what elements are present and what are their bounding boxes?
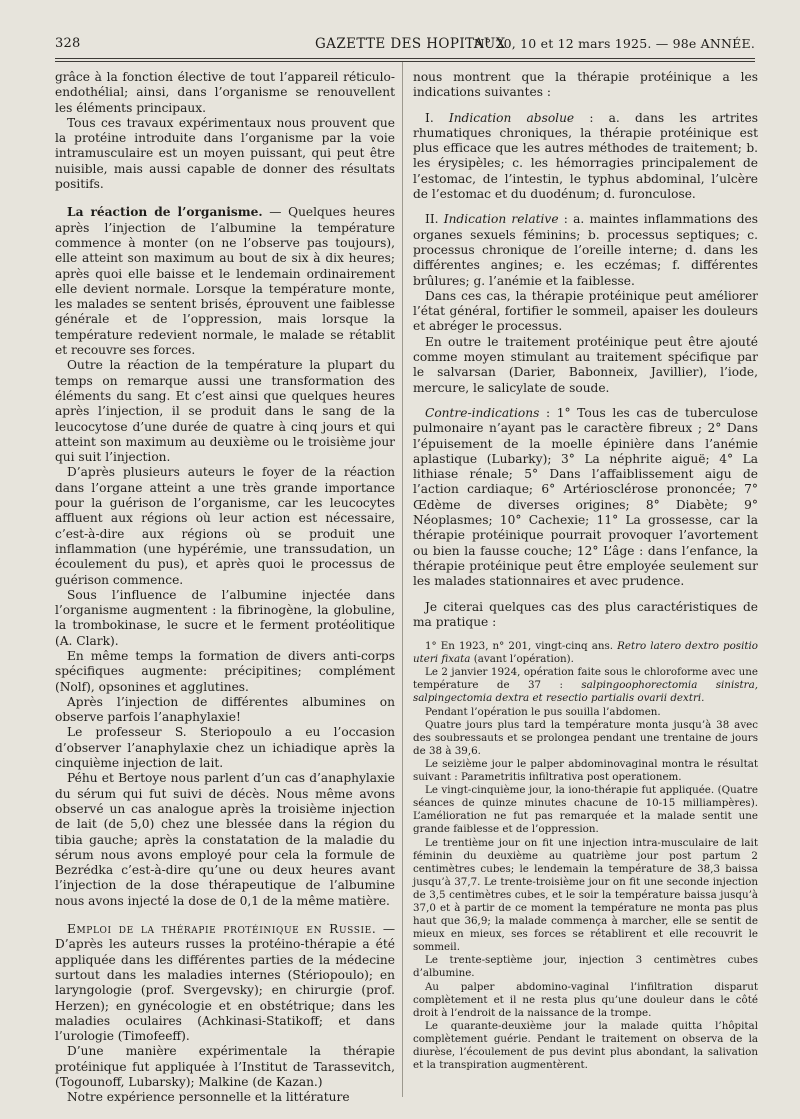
indication-heading: Indication relative [443, 212, 559, 227]
paragraph: Je citerai quelques cas des plus caractéristiques de ma pratique : [413, 599, 758, 629]
issue-info: N° 20, 10 et 12 mars 1925. — 98e ANNÉE. [473, 36, 755, 51]
section-heading: Emploi de la thérapie protéinique en Russie. [67, 922, 377, 937]
page-number: 328 [55, 36, 81, 51]
paragraph: nous montrent que la thérapie protéinique a les indications suivantes : [413, 70, 758, 100]
left-column [55, 70, 395, 1106]
paragraph: En même temps la formation de divers anti-corps spécifiques augmente: précipitines; complément (Nolf), opsonines et agglutines. [55, 648, 395, 694]
case-line: Le vingt-cinquième jour, la iono-thérapie fut appliquée. (Quatre séances de quinze minutes chacune de 10-15 milliampères). L’amélioration ne fut pas remarquée et la malade sentit une grande faiblesse et de l’oppression. [413, 784, 758, 836]
paragraph: En outre le traitement protéinique peut être ajouté comme moyen stimulant au traitement spécifique par le salvarsan (Darier, Babonneix, Javillier), l’iode, mercure, le salicylate de soude. [413, 334, 758, 395]
paragraph: D’après plusieurs auteurs le foyer de la réaction dans l’organe atteint a une très grande importance pour la guérison de l’organisme, car les leucocytes affluent aux régions où leur action est nécessaire, c’est-à-dire aux régions où se produit une inflammation (une hypérémie, une transsudation, un écoulement du pus), et après quoi le processus de guérison commence. [55, 465, 395, 587]
case-report [413, 640, 758, 1072]
case-line: Pendant l’opération le pus souilla l’abdomen. [425, 705, 661, 718]
case-line: 1° En 1923, n° 201, vingt-cinq ans. Retro latero dextro positio uteri fixata (avant l’opération). [413, 640, 758, 666]
section-heading: La réaction de l’organisme. [67, 205, 263, 220]
paragraph: Péhu et Bertoye nous parlent d’un cas d’anaphylaxie du sérum qui fut suivi de décès. Nous même avons observé un cas analogue après la troisième injection de lait (de 5,0) chez une blessée dans la région du tibia gauche; après la constatation de la maladie du sérum nous avons employé pour cela la formule de Bezrédka c’est-à-dire qu’une ou deux heures avant l’injection de la dose thérapeutique de l’albumine nous avons injecté la dose de 0,1 de la même matière. [55, 771, 395, 908]
section-paragraph [55, 205, 395, 358]
header-rule-bottom [55, 61, 755, 62]
paragraph: Notre expérience personnelle et la littérature [67, 1090, 350, 1105]
paragraph-text: : a. maintes inflammations des organes sexuels féminins; b. processus septiques; c. processus chronique de l’oreille interne; d. dans les différentes angines; e. les eczémas; f. différentes brûlures; g. l’anémie et la faiblesse. [413, 212, 758, 288]
case-line: Le quarante-deuxième jour la malade quitta l’hôpital complètement guérie. Pendant le traitement on observa de la diurèse, l’écoulement de pus devint plus abondant, la salivation et la transpiration augmentèrent. [413, 1019, 758, 1072]
paragraph-text: : 1° Tous les cas de tuberculose pulmonaire n’ayant pas le caractère fibreux ; 2° Dans l’épuisement de la moelle épinière dans l’anémie aplastique (Lubarky); 3° La néphrite aiguë; 4° La lithiase rénale; 5° Dans l’affaiblissement aigu de l’action cardiaque; 6° Artériosclérose prononcée; 7° Œdème de diverses origines; 8° Diabète; 9° Néoplasmes; 10° Cachexie; 11° La grossesse, car la thérapie protéinique pourrait provoquer l’avortement ou bien la fausse couche; 12° L’âge : dans l’enfance, la thérapie protéinique peut être employée seulement sur les malades stationnaires et avec prudence. [413, 405, 758, 589]
right-column [413, 70, 758, 1072]
section-paragraph [55, 922, 395, 1044]
indication-paragraph [413, 212, 758, 288]
case-line: Le seizième jour le palper abdominovaginal montra le résultat suivant : Parametritis infiltrativa post operationem. [413, 757, 758, 784]
indication-label: I. [425, 110, 449, 125]
journal-title: GAZETTE DES HOPITAUX [315, 36, 506, 52]
paragraph-text: — D’après les auteurs russes la protéino-thérapie a été appliquée dans les différentes parties de la médecine surtout dans les maladies internes (Stériopoulo); en laryngologie (prof. Svergevsky); en chirurgie (prof. Herzen); en gynécologie et en obstétrique; dans les maladies oculaires (Achkinasi-Statikoff; et dans l’urologie (Timofeeff). [55, 922, 396, 1044]
paragraph: Tous ces travaux expérimentaux nous prouvent que la protéine introduite dans l’organisme par la voie intramusculaire est un moyen puissant, qui peut être nuisible, mais aussi capable de donner des résultats positifs. [55, 115, 395, 192]
paragraph: Sous l’influence de l’albumine injectée dans l’organisme augmentent : la fibrinogène, la globuline, la trombokinase, le sucre et le ferment protéolitique (A. Clark). [55, 587, 395, 648]
paragraph: Outre la réaction de la température la plupart du temps on remarque aussi une transformation des éléments du sang. Et c’est ainsi que quelques heures après l’injection, il se produit dans le sang de la leucocytose d’une durée de quatre à cinq jours et qui atteint son maximum au deuxième ou le troisième jour qui suit l’injection. [55, 358, 395, 465]
contraindication-heading: Contre-indications [425, 405, 540, 420]
paragraph-text: : a. dans les artrites rhumatiques chroniques, la thérapie protéinique est plus efficace que les autres méthodes de traitement; b. les érysipèles; c. les hémorragies principalement de l’estomac, de l’intestin, le typhus abdominal, l’ulcère de l’estomac et du duodénum; d. furonculose. [413, 110, 759, 202]
case-line: Le trente-septième jour, injection 3 centimètres cubes d’albumine. [413, 954, 758, 980]
paragraph: Le professeur S. Steriopoulo a eu l’occasion d’observer l’anaphylaxie chez un ichiadique après la cinquième injection de lait. [55, 725, 395, 771]
indication-paragraph [413, 111, 758, 203]
case-line: Au palper abdomino-vaginal l’infiltration disparut complètement et il ne resta plus qu’une douleur dans le côté droit à l’endroit de la naissance de la trompe. [413, 980, 758, 1019]
column-divider [402, 62, 403, 1097]
page-header [55, 32, 755, 56]
paragraph: Après l’injection de différentes albumines on observe parfois l’anaphylaxie! [55, 694, 395, 725]
paragraph: grâce à la fonction élective de tout l’appareil réticulo-endothélial; ainsi, dans l’organisme se renouvellent les éléments principaux. [55, 70, 395, 115]
paragraph: Dans ces cas, la thérapie protéinique peut améliorer l’état général, fortifier le sommeil, apaiser les douleurs et abréger le processus. [413, 288, 758, 334]
case-line: Quatre jours plus tard la température monta jusqu’à 38 avec des soubressauts et se prolongea pendant une trentaine de jours de 38 à 39,6. [413, 718, 758, 757]
paragraph-text: — Quelques heures après l’injection de l’albumine la température commence à monter (on ne l’observe pas toujours), elle atteint son maximum au bout de six à dix heures; après quoi elle baisse et le lendemain ordinairement elle devient normale. Lorsque la température monte, les malades se sentent brisés, éprouvent une faiblesse générale et de l’oppression, mais lorsque la température redevient normale, le malade se rétablit et recouvre ses forces. [55, 205, 395, 358]
case-line: Le trentième jour on fit une injection intra-musculaire de lait féminin du deuxième au quatrième jour post partum 2 centimètres cubes; le lendemain la température de 38,3 baissa jusqu’à 37,7. Le trente-troisième jour on fit une seconde injection de 3,5 centimètres cubes, et le soir la température baissa jusqu’à 37,0 et à partir de ce moment la température ne monta pas plus haut que 36,9; la malade commença à marcher, elle se sentit de mieux en mieux, ses forces se rétablirent et elle recouvrit le sommeil. [413, 836, 758, 954]
indication-label: II. [425, 212, 444, 227]
paragraph: D’une manière expérimentale la thérapie protéinique fut appliquée à l’Institut de Tarassevitch, (Togounoff, Lubarsky); Malkine (de Kazan.) [55, 1044, 395, 1089]
contraindication-paragraph [413, 406, 758, 590]
indication-heading: Indication absolue [448, 110, 575, 125]
header-rule-top [55, 58, 755, 59]
case-line: Le 2 janvier 1924, opération faite sous le chloroforme avec une température de 37 : salpingoophorectomia sinistra, salpingectomia dextra et resectio partialis ovarii dextri. [413, 666, 758, 705]
